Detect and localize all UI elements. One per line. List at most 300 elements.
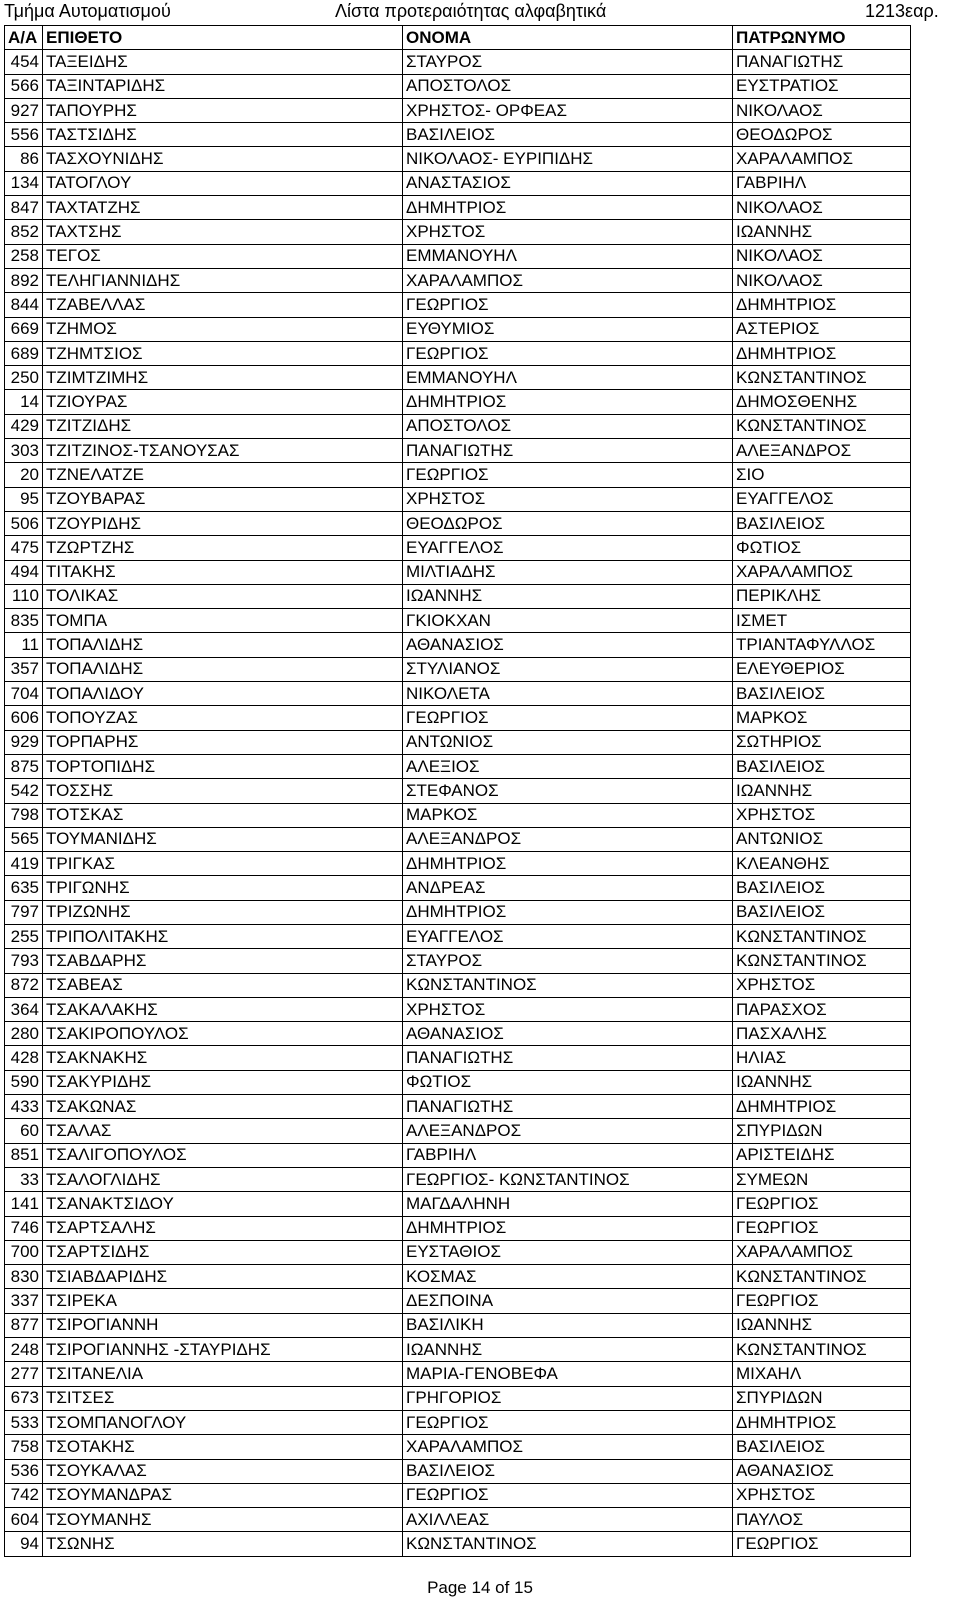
table-row: [5, 1095, 911, 1119]
cell-surname: ΤΟΠΑΛΙΔΟΥ: [43, 682, 403, 706]
cell-surname: ΤΣΙΑΒΔΑΡΙΔΗΣ: [43, 1265, 403, 1289]
cell-name: ΘΕΟΔΩΡΟΣ: [403, 511, 733, 535]
cell-number: 303: [5, 439, 43, 463]
table-row: [5, 50, 911, 74]
cell-name: ΔΗΜΗΤΡΙΟΣ: [403, 196, 733, 220]
cell-number: 892: [5, 268, 43, 292]
cell-number: 250: [5, 366, 43, 390]
table-row: [5, 487, 911, 511]
table-row: [5, 1338, 911, 1362]
cell-name: ΓΕΩΡΓΙΟΣ: [403, 1410, 733, 1434]
table-row: [5, 147, 911, 171]
cell-name: ΧΑΡΑΛΑΜΠΟΣ: [403, 1435, 733, 1459]
table-row: [5, 949, 911, 973]
cell-name: ΧΡΗΣΤΟΣ: [403, 220, 733, 244]
table-row: [5, 390, 911, 414]
cell-fathers-name: ΙΩΑΝΝΗΣ: [733, 220, 911, 244]
cell-fathers-name: ΔΗΜΗΤΡΙΟΣ: [733, 1410, 911, 1434]
cell-fathers-name: ΠΑΡΑΣΧΟΣ: [733, 997, 911, 1021]
cell-name: ΔΗΜΗΤΡΙΟΣ: [403, 1216, 733, 1240]
table-row: [5, 1240, 911, 1264]
table-body: [5, 50, 911, 1556]
cell-name: ΧΡΗΣΤΟΣ- ΟΡΦΕΑΣ: [403, 98, 733, 122]
cell-surname: ΤΣΑΒΕΑΣ: [43, 973, 403, 997]
cell-name: ΚΩΝΣΤΑΝΤΙΝΟΣ: [403, 1532, 733, 1556]
cell-number: 248: [5, 1338, 43, 1362]
table-row: [5, 730, 911, 754]
cell-surname: ΤΑΠΟΥΡΗΣ: [43, 98, 403, 122]
cell-name: ΓΚΙΟΚΧΑΝ: [403, 609, 733, 633]
cell-number: 533: [5, 1410, 43, 1434]
cell-surname: ΤΣΙΡΟΓΙΑΝΝΗΣ -ΣΤΑΥΡΙΔΗΣ: [43, 1338, 403, 1362]
table-row: [5, 463, 911, 487]
cell-name: ΓΕΩΡΓΙΟΣ: [403, 341, 733, 365]
cell-number: 742: [5, 1483, 43, 1507]
cell-name: ΜΙΛΤΙΑΔΗΣ: [403, 560, 733, 584]
cell-fathers-name: ΓΕΩΡΓΙΟΣ: [733, 1532, 911, 1556]
cell-name: ΚΟΣΜΑΣ: [403, 1265, 733, 1289]
cell-surname: ΤΑΧΤΣΗΣ: [43, 220, 403, 244]
cell-number: 673: [5, 1386, 43, 1410]
cell-surname: ΤΡΙΓΚΑΣ: [43, 852, 403, 876]
table-row: [5, 317, 911, 341]
table-row: [5, 196, 911, 220]
cell-fathers-name: ΓΕΩΡΓΙΟΣ: [733, 1192, 911, 1216]
cell-number: 20: [5, 463, 43, 487]
cell-fathers-name: ΝΙΚΟΛΑΟΣ: [733, 268, 911, 292]
cell-number: 33: [5, 1167, 43, 1191]
cell-surname: ΤΑΧΤΑΤΖΗΣ: [43, 196, 403, 220]
cell-fathers-name: ΒΑΣΙΛΕΙΟΣ: [733, 682, 911, 706]
table-row: [5, 1289, 911, 1313]
cell-number: 929: [5, 730, 43, 754]
table-row: [5, 1022, 911, 1046]
cell-name: ΔΗΜΗΤΡΙΟΣ: [403, 852, 733, 876]
table-row: [5, 536, 911, 560]
cell-surname: ΤΣΩΝΗΣ: [43, 1532, 403, 1556]
cell-surname: ΤΣΑΒΔΑΡΗΣ: [43, 949, 403, 973]
cell-number: 565: [5, 827, 43, 851]
cell-name: ΣΤΕΦΑΝΟΣ: [403, 779, 733, 803]
cell-surname: ΤΣΟΥΜΑΝΔΡΑΣ: [43, 1483, 403, 1507]
cell-fathers-name: ΝΙΚΟΛΑΟΣ: [733, 244, 911, 268]
table-row: [5, 1362, 911, 1386]
cell-number: 14: [5, 390, 43, 414]
cell-number: 494: [5, 560, 43, 584]
cell-number: 604: [5, 1508, 43, 1532]
table-row: [5, 633, 911, 657]
cell-number: 433: [5, 1095, 43, 1119]
cell-name: ΝΙΚΟΛΑΟΣ- ΕΥΡΙΠΙΔΗΣ: [403, 147, 733, 171]
priority-list-table: [4, 25, 911, 1557]
table-row: [5, 439, 911, 463]
cell-name: ΓΕΩΡΓΙΟΣ: [403, 293, 733, 317]
cell-surname: ΤΣΑΚΝΑΚΗΣ: [43, 1046, 403, 1070]
table-row: [5, 1386, 911, 1410]
cell-surname: ΤΟΡΤΟΠΙΔΗΣ: [43, 754, 403, 778]
cell-number: 258: [5, 244, 43, 268]
cell-surname: ΤΣΑΛΑΣ: [43, 1119, 403, 1143]
cell-surname: ΤΕΓΟΣ: [43, 244, 403, 268]
cell-name: ΒΑΣΙΛΕΙΟΣ: [403, 123, 733, 147]
cell-fathers-name: ΒΑΣΙΛΕΙΟΣ: [733, 876, 911, 900]
cell-fathers-name: ΔΗΜΗΤΡΙΟΣ: [733, 341, 911, 365]
page-footer: [0, 1578, 960, 1598]
cell-surname: ΤΟΜΠΑ: [43, 609, 403, 633]
cell-fathers-name: ΝΙΚΟΛΑΟΣ: [733, 98, 911, 122]
cell-fathers-name: ΚΩΝΣΤΑΝΤΙΝΟΣ: [733, 1265, 911, 1289]
cell-number: 428: [5, 1046, 43, 1070]
cell-surname: ΤΣΙΡΟΓΙΑΝΝΗ: [43, 1313, 403, 1337]
cell-surname: ΤΖΙΜΤΖΙΜΗΣ: [43, 366, 403, 390]
cell-number: 797: [5, 900, 43, 924]
table-row: [5, 171, 911, 195]
cell-name: ΠΑΝΑΓΙΩΤΗΣ: [403, 439, 733, 463]
cell-surname: ΤΟΠΑΛΙΔΗΣ: [43, 657, 403, 681]
record-count: 1213εαρ.: [865, 1, 939, 21]
cell-fathers-name: ΧΑΡΑΛΑΜΠΟΣ: [733, 147, 911, 171]
cell-name: ΑΝΑΣΤΑΣΙΟΣ: [403, 171, 733, 195]
cell-number: 277: [5, 1362, 43, 1386]
cell-name: ΣΤΑΥΡΟΣ: [403, 949, 733, 973]
table-row: [5, 1046, 911, 1070]
cell-surname: ΤΖΝΕΛΑΤΖΕ: [43, 463, 403, 487]
cell-fathers-name: ΓΕΩΡΓΙΟΣ: [733, 1289, 911, 1313]
cell-number: 556: [5, 123, 43, 147]
cell-number: 475: [5, 536, 43, 560]
cell-number: 357: [5, 657, 43, 681]
cell-name: ΣΤΑΥΡΟΣ: [403, 50, 733, 74]
cell-fathers-name: ΘΕΟΔΩΡΟΣ: [733, 123, 911, 147]
cell-surname: ΤΣΙΡΕΚΑ: [43, 1289, 403, 1313]
cell-number: 844: [5, 293, 43, 317]
cell-fathers-name: ΚΩΝΣΤΑΝΤΙΝΟΣ: [733, 1338, 911, 1362]
table-row: [5, 220, 911, 244]
cell-name: ΒΑΣΙΛΕΙΟΣ: [403, 1459, 733, 1483]
table-row: [5, 1410, 911, 1434]
cell-surname: ΤΟΥΜΑΝΙΔΗΣ: [43, 827, 403, 851]
cell-name: ΑΛΕΞΑΝΔΡΟΣ: [403, 827, 733, 851]
cell-fathers-name: ΗΛΙΑΣ: [733, 1046, 911, 1070]
column-header-number: Α/Α: [5, 26, 43, 50]
cell-fathers-name: ΕΥΣΤΡΑΤΙΟΣ: [733, 74, 911, 98]
table-row: [5, 366, 911, 390]
table-row: [5, 1508, 911, 1532]
cell-number: 110: [5, 584, 43, 608]
cell-name: ΔΗΜΗΤΡΙΟΣ: [403, 390, 733, 414]
cell-fathers-name: ΒΑΣΙΛΕΙΟΣ: [733, 1435, 911, 1459]
cell-name: ΕΥΣΤΑΘΙΟΣ: [403, 1240, 733, 1264]
cell-name: ΙΩΑΝΝΗΣ: [403, 1338, 733, 1362]
column-header-surname: ΕΠΙΘΕΤΟ: [43, 26, 403, 50]
cell-number: 793: [5, 949, 43, 973]
cell-surname: ΤΣΑΡΤΣΙΔΗΣ: [43, 1240, 403, 1264]
cell-fathers-name: ΚΛΕΑΝΘΗΣ: [733, 852, 911, 876]
cell-fathers-name: ΧΡΗΣΤΟΣ: [733, 803, 911, 827]
cell-surname: ΤΖΙΟΥΡΑΣ: [43, 390, 403, 414]
table-row: [5, 682, 911, 706]
cell-fathers-name: ΣΠΥΡΙΔΩΝ: [733, 1386, 911, 1410]
cell-surname: ΤΡΙΖΩΝΗΣ: [43, 900, 403, 924]
cell-fathers-name: ΠΑΥΛΟΣ: [733, 1508, 911, 1532]
cell-surname: ΤΣΙΤΣΕΣ: [43, 1386, 403, 1410]
cell-name: ΓΕΩΡΓΙΟΣ- ΚΩΝΣΤΑΝΤΙΝΟΣ: [403, 1167, 733, 1191]
cell-number: 364: [5, 997, 43, 1021]
cell-surname: ΤΣΑΚΙΡΟΠΟΥΛΟΣ: [43, 1022, 403, 1046]
cell-fathers-name: ΣΥΜΕΩΝ: [733, 1167, 911, 1191]
table-row: [5, 924, 911, 948]
cell-number: 86: [5, 147, 43, 171]
cell-number: 95: [5, 487, 43, 511]
cell-fathers-name: ΑΣΤΕΡΙΟΣ: [733, 317, 911, 341]
cell-name: ΑΛΕΞΑΝΔΡΟΣ: [403, 1119, 733, 1143]
cell-fathers-name: ΑΛΕΞΑΝΔΡΟΣ: [733, 439, 911, 463]
cell-surname: ΤΖΟΥΒΑΡΑΣ: [43, 487, 403, 511]
cell-surname: ΤΡΙΓΩΝΗΣ: [43, 876, 403, 900]
table-row: [5, 852, 911, 876]
cell-surname: ΤΕΛΗΓΙΑΝΝΙΔΗΣ: [43, 268, 403, 292]
cell-surname: ΤΡΙΠΟΛΙΤΑΚΗΣ: [43, 924, 403, 948]
cell-name: ΦΩΤΙΟΣ: [403, 1070, 733, 1094]
cell-name: ΑΝΔΡΕΑΣ: [403, 876, 733, 900]
cell-name: ΕΜΜΑΝΟΥΗΛ: [403, 244, 733, 268]
table-row: [5, 827, 911, 851]
table-row: [5, 1459, 911, 1483]
cell-surname: ΤΑΞΕΙΔΗΣ: [43, 50, 403, 74]
column-header-fathers-name: ΠΑΤΡΩΝΥΜΟ: [733, 26, 911, 50]
cell-name: ΑΘΑΝΑΣΙΟΣ: [403, 633, 733, 657]
table-row: [5, 876, 911, 900]
table-row: [5, 1143, 911, 1167]
cell-surname: ΤΖΗΜΤΣΙΟΣ: [43, 341, 403, 365]
cell-fathers-name: ΚΩΝΣΤΑΝΤΙΝΟΣ: [733, 924, 911, 948]
cell-fathers-name: ΕΥΑΓΓΕΛΟΣ: [733, 487, 911, 511]
table-row: [5, 973, 911, 997]
cell-number: 758: [5, 1435, 43, 1459]
cell-fathers-name: ΑΘΑΝΑΣΙΟΣ: [733, 1459, 911, 1483]
cell-number: 506: [5, 511, 43, 535]
cell-number: 927: [5, 98, 43, 122]
table-row: [5, 560, 911, 584]
cell-name: ΓΡΗΓΟΡΙΟΣ: [403, 1386, 733, 1410]
cell-surname: ΤΟΛΙΚΑΣ: [43, 584, 403, 608]
cell-surname: ΤΣΑΡΤΣΑΛΗΣ: [43, 1216, 403, 1240]
cell-name: ΑΝΤΩΝΙΟΣ: [403, 730, 733, 754]
cell-name: ΔΕΣΠΟΙΝΑ: [403, 1289, 733, 1313]
table-row: [5, 1167, 911, 1191]
cell-fathers-name: ΔΗΜΟΣΘΕΝΗΣ: [733, 390, 911, 414]
cell-fathers-name: ΓΑΒΡΙΗΛ: [733, 171, 911, 195]
cell-fathers-name: ΣΙΟ: [733, 463, 911, 487]
cell-surname: ΤΣΑΝΑΚΤΣΙΔΟΥ: [43, 1192, 403, 1216]
cell-fathers-name: ΕΛΕΥΘΕΡΙΟΣ: [733, 657, 911, 681]
department-name: Τμήμα Αυτοματισμού: [4, 1, 171, 21]
table-row: [5, 1119, 911, 1143]
cell-fathers-name: ΧΡΗΣΤΟΣ: [733, 973, 911, 997]
cell-name: ΧΑΡΑΛΑΜΠΟΣ: [403, 268, 733, 292]
cell-name: ΠΑΝΑΓΙΩΤΗΣ: [403, 1046, 733, 1070]
cell-fathers-name: ΔΗΜΗΤΡΙΟΣ: [733, 1095, 911, 1119]
table-row: [5, 657, 911, 681]
cell-number: 798: [5, 803, 43, 827]
table-row: [5, 98, 911, 122]
cell-surname: ΤΑΤΟΓΛΟΥ: [43, 171, 403, 195]
cell-surname: ΤΣΑΛΙΓΟΠΟΥΛΟΣ: [43, 1143, 403, 1167]
table-row: [5, 74, 911, 98]
cell-fathers-name: ΚΩΝΣΤΑΝΤΙΝΟΣ: [733, 414, 911, 438]
cell-surname: ΤΖΩΡΤΖΗΣ: [43, 536, 403, 560]
cell-name: ΣΤΥΛΙΑΝΟΣ: [403, 657, 733, 681]
cell-name: ΑΛΕΞΙΟΣ: [403, 754, 733, 778]
cell-surname: ΤΟΤΣΚΑΣ: [43, 803, 403, 827]
cell-name: ΧΡΗΣΤΟΣ: [403, 487, 733, 511]
cell-fathers-name: ΤΡΙΑΝΤΑΦΥΛΛΟΣ: [733, 633, 911, 657]
cell-number: 852: [5, 220, 43, 244]
cell-number: 635: [5, 876, 43, 900]
cell-fathers-name: ΧΡΗΣΤΟΣ: [733, 1483, 911, 1507]
cell-fathers-name: ΒΑΣΙΛΕΙΟΣ: [733, 900, 911, 924]
cell-name: ΙΩΑΝΝΗΣ: [403, 584, 733, 608]
cell-name: ΓΕΩΡΓΙΟΣ: [403, 706, 733, 730]
cell-surname: ΤΣΟΥΚΑΛΑΣ: [43, 1459, 403, 1483]
cell-number: 830: [5, 1265, 43, 1289]
cell-name: ΚΩΝΣΤΑΝΤΙΝΟΣ: [403, 973, 733, 997]
cell-surname: ΤΙΤΑΚΗΣ: [43, 560, 403, 584]
cell-fathers-name: ΚΩΝΣΤΑΝΤΙΝΟΣ: [733, 949, 911, 973]
cell-fathers-name: ΔΗΜΗΤΡΙΟΣ: [733, 293, 911, 317]
cell-fathers-name: ΜΑΡΚΟΣ: [733, 706, 911, 730]
cell-number: 669: [5, 317, 43, 341]
table-row: [5, 900, 911, 924]
cell-number: 542: [5, 779, 43, 803]
cell-surname: ΤΟΠΟΥΖΑΣ: [43, 706, 403, 730]
cell-number: 835: [5, 609, 43, 633]
cell-name: ΑΘΑΝΑΣΙΟΣ: [403, 1022, 733, 1046]
table-row: [5, 293, 911, 317]
table-row: [5, 779, 911, 803]
cell-name: ΓΕΩΡΓΙΟΣ: [403, 1483, 733, 1507]
cell-name: ΕΥΑΓΓΕΛΟΣ: [403, 924, 733, 948]
cell-number: 134: [5, 171, 43, 195]
cell-fathers-name: ΧΑΡΑΛΑΜΠΟΣ: [733, 1240, 911, 1264]
cell-number: 606: [5, 706, 43, 730]
cell-number: 877: [5, 1313, 43, 1337]
cell-number: 280: [5, 1022, 43, 1046]
cell-name: ΧΡΗΣΤΟΣ: [403, 997, 733, 1021]
cell-name: ΑΠΟΣΤΟΛΟΣ: [403, 74, 733, 98]
cell-name: ΑΠΟΣΤΟΛΟΣ: [403, 414, 733, 438]
cell-surname: ΤΣΟΜΠΑΝΟΓΛΟΥ: [43, 1410, 403, 1434]
table-row: [5, 511, 911, 535]
table-row: [5, 609, 911, 633]
cell-surname: ΤΣΑΛΟΓΛΙΔΗΣ: [43, 1167, 403, 1191]
cell-surname: ΤΟΠΑΛΙΔΗΣ: [43, 633, 403, 657]
cell-number: 566: [5, 74, 43, 98]
cell-number: 419: [5, 852, 43, 876]
document-title: Λίστα προτεραιότητας αλφαβητικά: [335, 1, 607, 21]
table-row: [5, 1435, 911, 1459]
table-row: [5, 1313, 911, 1337]
page-header: [0, 0, 960, 24]
cell-surname: ΤΖΑΒΕΛΛΑΣ: [43, 293, 403, 317]
cell-number: 337: [5, 1289, 43, 1313]
table-row: [5, 584, 911, 608]
cell-name: ΜΑΓΔΑΛΗΝΗ: [403, 1192, 733, 1216]
cell-fathers-name: ΒΑΣΙΛΕΙΟΣ: [733, 754, 911, 778]
cell-fathers-name: ΦΩΤΙΟΣ: [733, 536, 911, 560]
cell-name: ΑΧΙΛΛΕΑΣ: [403, 1508, 733, 1532]
cell-name: ΜΑΡΙΑ-ΓΕΝΟΒΕΦΑ: [403, 1362, 733, 1386]
table-header-row: [5, 26, 911, 50]
cell-number: 704: [5, 682, 43, 706]
table-row: [5, 1265, 911, 1289]
table-row: [5, 754, 911, 778]
cell-name: ΕΥΑΓΓΕΛΟΣ: [403, 536, 733, 560]
cell-surname: ΤΖΟΥΡΙΔΗΣ: [43, 511, 403, 535]
cell-surname: ΤΖΙΤΖΙΔΗΣ: [43, 414, 403, 438]
cell-fathers-name: ΝΙΚΟΛΑΟΣ: [733, 196, 911, 220]
cell-name: ΠΑΝΑΓΙΩΤΗΣ: [403, 1095, 733, 1119]
table-row: [5, 123, 911, 147]
cell-surname: ΤΟΣΣΗΣ: [43, 779, 403, 803]
cell-surname: ΤΣΟΤΑΚΗΣ: [43, 1435, 403, 1459]
cell-number: 11: [5, 633, 43, 657]
cell-fathers-name: ΙΩΑΝΝΗΣ: [733, 1313, 911, 1337]
table-row: [5, 1216, 911, 1240]
cell-name: ΕΜΜΑΝΟΥΗΛ: [403, 366, 733, 390]
cell-number: 590: [5, 1070, 43, 1094]
cell-fathers-name: ΙΩΑΝΝΗΣ: [733, 1070, 911, 1094]
cell-surname: ΤΣΑΚΑΛΑΚΗΣ: [43, 997, 403, 1021]
cell-number: 255: [5, 924, 43, 948]
cell-name: ΓΕΩΡΓΙΟΣ: [403, 463, 733, 487]
cell-fathers-name: ΣΠΥΡΙΔΩΝ: [733, 1119, 911, 1143]
cell-surname: ΤΟΡΠΑΡΗΣ: [43, 730, 403, 754]
table-row: [5, 244, 911, 268]
cell-fathers-name: ΣΩΤΗΡΙΟΣ: [733, 730, 911, 754]
cell-surname: ΤΑΣΤΣΙΔΗΣ: [43, 123, 403, 147]
cell-fathers-name: ΑΡΙΣΤΕΙΔΗΣ: [733, 1143, 911, 1167]
cell-number: 429: [5, 414, 43, 438]
cell-fathers-name: ΙΣΜΕΤ: [733, 609, 911, 633]
cell-fathers-name: ΠΕΡΙΚΛΗΣ: [733, 584, 911, 608]
cell-fathers-name: ΜΙΧΑΗΛ: [733, 1362, 911, 1386]
cell-surname: ΤΖΙΤΖΙΝΟΣ-ΤΣΑΝΟΥΣΑΣ: [43, 439, 403, 463]
cell-fathers-name: ΑΝΤΩΝΙΟΣ: [733, 827, 911, 851]
cell-fathers-name: ΚΩΝΣΤΑΝΤΙΝΟΣ: [733, 366, 911, 390]
cell-number: 689: [5, 341, 43, 365]
cell-name: ΓΑΒΡΙΗΛ: [403, 1143, 733, 1167]
cell-surname: ΤΑΞΙΝΤΑΡΙΔΗΣ: [43, 74, 403, 98]
cell-number: 536: [5, 1459, 43, 1483]
cell-number: 94: [5, 1532, 43, 1556]
cell-number: 875: [5, 754, 43, 778]
cell-surname: ΤΣΑΚΩΝΑΣ: [43, 1095, 403, 1119]
cell-surname: ΤΣΙΤΑΝΕΛΙΑ: [43, 1362, 403, 1386]
cell-number: 454: [5, 50, 43, 74]
cell-name: ΒΑΣΙΛΙΚΗ: [403, 1313, 733, 1337]
cell-number: 60: [5, 1119, 43, 1143]
cell-number: 141: [5, 1192, 43, 1216]
table-row: [5, 1483, 911, 1507]
page-number: Page 14 of 15: [427, 1578, 533, 1597]
cell-number: 851: [5, 1143, 43, 1167]
column-header-name: ΟΝΟΜΑ: [403, 26, 733, 50]
table-row: [5, 803, 911, 827]
table-row: [5, 1532, 911, 1556]
cell-name: ΔΗΜΗΤΡΙΟΣ: [403, 900, 733, 924]
table-row: [5, 414, 911, 438]
